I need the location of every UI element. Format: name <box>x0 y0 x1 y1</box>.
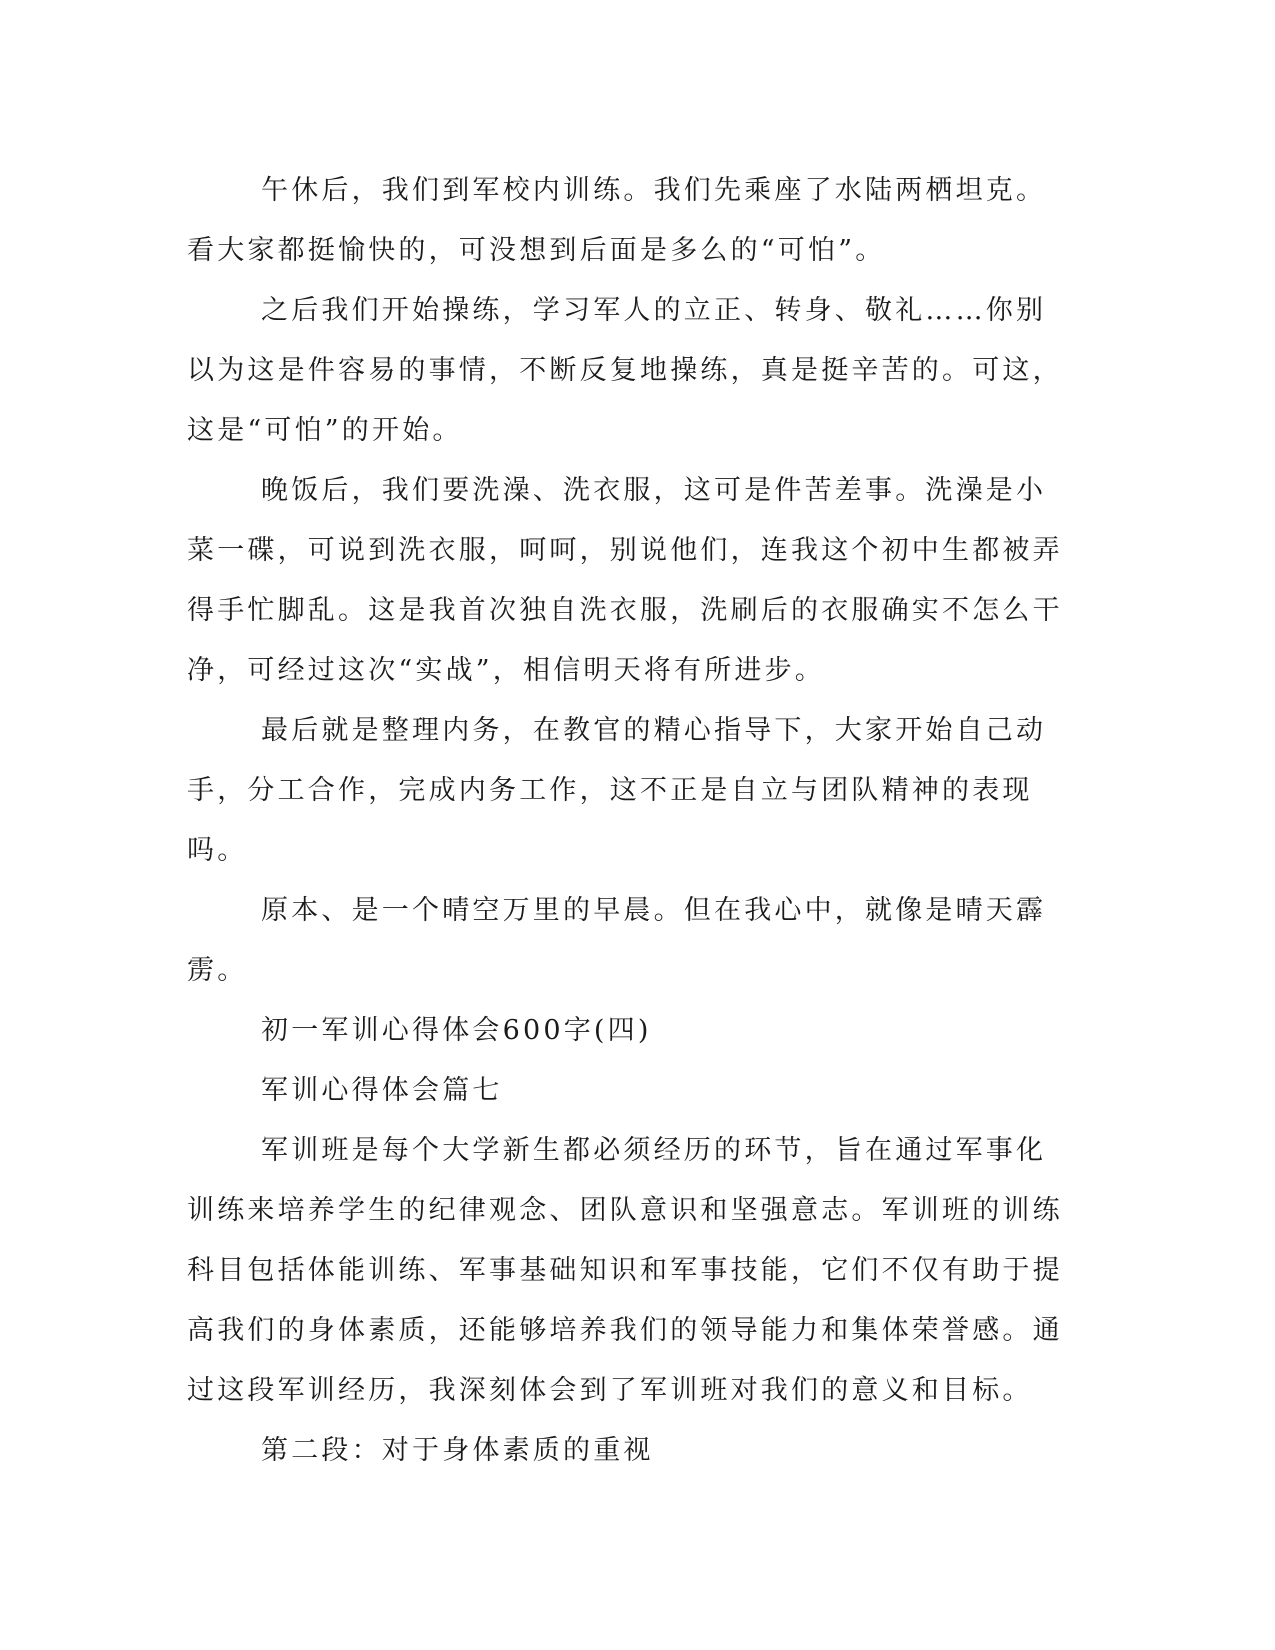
paragraph: 之后我们开始操练，学习军人的立正、转身、敬礼……你别以为这是件容易的事情，不断反复地操练，真是挺辛苦的。可这，这是“可怕”的开始。 <box>187 295 1063 446</box>
paragraph: 最后就是整理内务，在教官的精心指导下，大家开始自己动手，分工合作，完成内务工作，这不正是自立与团队精神的表现吗。 <box>187 715 1047 866</box>
paragraph: 原本、是一个晴空万里的早晨。但在我心中，就像是晴天霹雳。 <box>187 895 1047 986</box>
section-heading: 第二段：对于身体素质的重视 <box>261 1435 654 1466</box>
document-body <box>187 161 1067 1481</box>
section-heading: 军训心得体会篇七 <box>261 1075 503 1106</box>
paragraph: 军训班是每个大学新生都必须经历的环节，旨在通过军事化训练来培养学生的纪律观念、团队意识和坚强意志。军训班的训练科目包括体能训练、军事基础知识和军事技能，它们不仅有助于提高我们的身体素质，还能够培养我们的领导能力和集体荣誉感。通过这段军训经历，我深刻体会到了军训班对我们的意义和目标。 <box>187 1135 1063 1406</box>
paragraph: 晚饭后，我们要洗澡、洗衣服，这可是件苦差事。洗澡是小菜一碟，可说到洗衣服，呵呵，别说他们，连我这个初中生都被弄得手忙脚乱。这是我首次独自洗衣服，洗刷后的衣服确实不怎么干净，可经过这次“实战”，相信明天将有所进步。 <box>187 475 1063 686</box>
section-heading: 初一军训心得体会600字(四) <box>261 1015 652 1046</box>
paragraph: 午休后，我们到军校内训练。我们先乘座了水陆两栖坦克。看大家都挺愉快的，可没想到后面是多么的“可怕”。 <box>187 175 1047 266</box>
